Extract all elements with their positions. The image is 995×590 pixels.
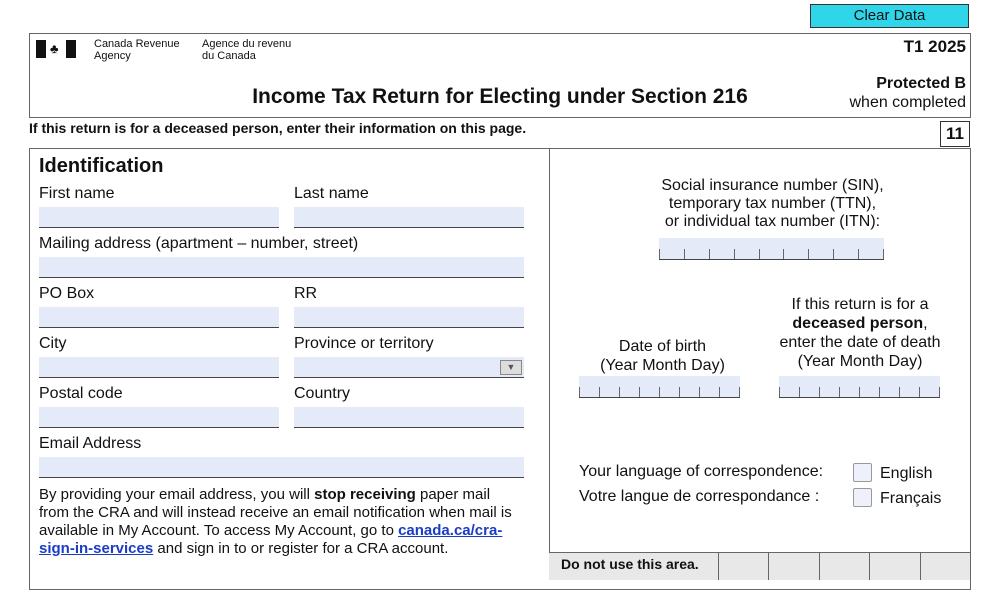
sin-field[interactable] — [659, 238, 884, 260]
divider — [549, 148, 550, 579]
city-label: City — [39, 335, 67, 352]
form-id: T1 2025 — [903, 37, 966, 56]
email-label: Email Address — [39, 435, 142, 452]
mailing-address-label: Mailing address (apartment – number, street) — [39, 235, 359, 252]
agency-name-en: Canada Revenue Agency — [94, 38, 180, 62]
english-checkbox[interactable] — [853, 463, 872, 482]
francais-checkbox[interactable] — [853, 488, 872, 507]
dod-field[interactable] — [779, 376, 940, 398]
page-number: 11 — [940, 121, 970, 147]
agency-name-fr: Agence du revenu du Canada — [202, 38, 292, 62]
deceased-note: If this return is for a deceased person, enter their information on this page. — [29, 120, 527, 136]
po-box-label: PO Box — [39, 285, 95, 302]
country-field[interactable] — [294, 407, 524, 428]
first-name-field[interactable] — [39, 207, 279, 228]
dob-label: Date of birth (Year Month Day) — [600, 338, 725, 374]
english-label: English — [880, 465, 933, 482]
form-title: Income Tax Return for Electing under Section 216 — [252, 85, 748, 108]
country-label: Country — [294, 385, 351, 402]
po-box-field[interactable] — [39, 307, 279, 328]
language-label-fr: Votre langue de correspondance : — [579, 488, 820, 505]
protected-label: Protected B when completed — [849, 75, 966, 111]
last-name-field[interactable] — [294, 207, 524, 228]
rr-label: RR — [294, 285, 318, 302]
first-name-label: First name — [39, 185, 115, 202]
province-label: Province or territory — [294, 335, 434, 352]
postal-code-field[interactable] — [39, 407, 279, 428]
chevron-down-icon[interactable]: ▼ — [500, 360, 522, 375]
dob-field[interactable] — [579, 376, 740, 398]
mailing-address-field[interactable] — [39, 257, 524, 278]
email-note: By providing your email address, you will stop receiving paper mail from the CRA and will instead receive an email notification when mail is available in My Account. To access My Account, go to canada.ca/cra-sign-in-services and sign in to or register for a CRA account. — [39, 486, 512, 557]
do-not-use-area: Do not use this area. — [549, 552, 970, 580]
canada-flag-icon: ♣ — [36, 40, 76, 58]
form-header — [29, 33, 971, 118]
section-heading: Identification — [39, 155, 164, 177]
province-select[interactable] — [294, 357, 524, 378]
clear-data-button[interactable]: Clear Data — [810, 4, 969, 28]
sin-label: Social insurance number (SIN), temporary tax number (TTN), or individual tax number (ITN): — [661, 177, 884, 230]
email-field[interactable] — [39, 457, 524, 478]
city-field[interactable] — [39, 357, 279, 378]
last-name-label: Last name — [294, 185, 369, 202]
language-label-en: Your language of correspondence: — [579, 463, 824, 480]
rr-field[interactable] — [294, 307, 524, 328]
francais-label: Français — [880, 490, 942, 507]
cra-sign-in-link[interactable]: canada.ca/cra-sign-in-services — [39, 522, 503, 557]
dod-label: If this return is for a deceased person, enter the date of death (Year Month Day) — [779, 296, 941, 370]
postal-code-label: Postal code — [39, 385, 123, 402]
